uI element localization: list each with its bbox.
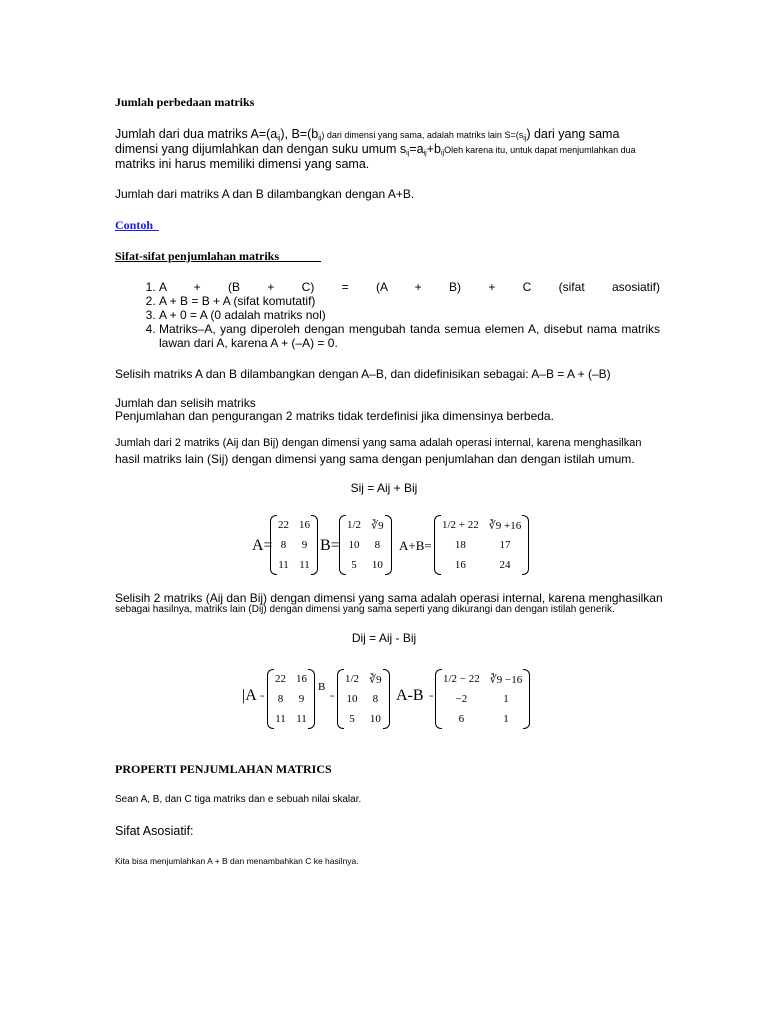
paragraph-notation: Jumlah dari matriks A dan B dilambangkan dengan A+B.	[115, 187, 415, 201]
paragraph-sum-diff-desc: Penjumlahan dan pengurangan 2 matriks tidak terdefinisi jika dimensinya berbeda.	[115, 409, 554, 423]
sifat-heading-text: Sifat-sifat penjumlahan matriks	[115, 249, 280, 263]
list-item: 2. A + B = B + A (sifat komutatif)	[159, 294, 660, 308]
matrix-cell: 6	[458, 713, 465, 725]
list-item: 4. Matriks–A, yang diperoleh dengan mengubah tanda semua elemen A, disebut nama matriks lawan dari A, karena A + (–A) = 0.	[159, 322, 660, 350]
matrix-label-a: A=	[252, 537, 273, 554]
matrix-sum-body	[437, 515, 526, 575]
matrix-row	[273, 535, 315, 555]
matrix-difference-body	[438, 669, 527, 729]
matrix-a-body	[273, 515, 315, 575]
matrix-cell: 16	[454, 559, 466, 571]
matrix-row	[273, 515, 315, 535]
matrix-cell: 1/2	[345, 673, 360, 685]
paragraph-associative-desc: Kita bisa menjumlahkan A + B dan menambahkan C ke hasilnya.	[115, 856, 359, 866]
matrix-cell: 10	[369, 713, 381, 725]
contoh-link[interactable]: Contoh	[115, 218, 154, 232]
matrix-cell: 9	[298, 693, 305, 705]
matrix-cell: 10	[371, 559, 383, 571]
matrix-row	[438, 669, 527, 689]
matrix-sum	[437, 515, 526, 575]
matrix-cell: 11	[299, 559, 310, 571]
matrix-cell: 5	[349, 713, 355, 725]
matrix-row	[270, 669, 312, 689]
section-heading-properti: PROPERTI PENJUMLAHAN MATRICS	[115, 762, 332, 776]
list-item: 3. A + 0 = A (0 adalah matriks nol)	[159, 308, 660, 322]
matrix-label-b: B=	[320, 537, 340, 554]
paragraph-sum-internal-1: Jumlah dari 2 matriks (Aij dan Bij) dengan dimensi yang sama adalah operasi internal, karena menghasilkan	[115, 437, 642, 449]
matrix-b	[342, 515, 389, 575]
matrix-cell: 11	[278, 559, 289, 571]
matrix-row	[340, 669, 387, 689]
matrix-cell: ∛9	[369, 673, 382, 686]
matrix-label-sum: A+B=	[399, 538, 432, 553]
formula-difference: Dij = Aij - Bij	[351, 631, 417, 645]
definition-line-2: dimensi yang dijumlahkan dan dengan suku umum $s_{ij}=a_{ij}+b_{ij}Oleh$ karena itu, untuk dapat menjumlahkan dua	[115, 142, 636, 157]
paragraph-definition-sum	[115, 127, 675, 171]
matrix-cell: 18	[454, 539, 466, 551]
formula-sum: Sij = Aij + Bij	[350, 481, 418, 495]
matrix-cell: ∛9 −16	[489, 673, 523, 686]
matrix-label-difference: A-B	[396, 687, 424, 704]
matrix-cell: 1	[503, 693, 509, 705]
matrix-cell: 24	[499, 559, 511, 571]
matrix-row	[340, 689, 387, 709]
matrix-row	[438, 689, 527, 709]
matrix-a-diff	[270, 669, 312, 729]
matrix-cell: 8	[280, 539, 287, 551]
matrix-cell: 10	[348, 539, 360, 551]
matrix-cell: 1/2 + 22	[442, 519, 479, 531]
equals-sign: =	[260, 692, 265, 701]
matrix-cell: 10	[346, 693, 358, 705]
matrix-cell: 1	[503, 713, 509, 725]
matrix-cell: 1/2	[347, 519, 362, 531]
matrix-row	[437, 515, 526, 535]
properties-list	[115, 280, 660, 350]
matrix-cell: 16	[299, 519, 310, 531]
matrix-cell: 11	[296, 713, 307, 725]
matrix-row	[342, 515, 389, 535]
matrix-a-diff-body	[270, 669, 312, 729]
matrix-cell: ∛9	[371, 519, 384, 532]
matrix-cell: ∛9 +16	[488, 519, 522, 532]
matrix-row	[342, 555, 389, 575]
contoh-link-container	[115, 218, 660, 233]
matrix-a	[273, 515, 315, 575]
matrix-cell: 5	[351, 559, 357, 571]
matrix-cell: 8	[374, 539, 381, 551]
section-heading-jumlah-perbedaan: Jumlah perbedaan matriks	[115, 95, 255, 109]
matrix-b-body	[342, 515, 389, 575]
equals-sign: =	[330, 692, 335, 701]
matrix-row	[437, 555, 526, 575]
matrix-row	[340, 709, 387, 729]
matrix-b-diff	[340, 669, 387, 729]
paragraph-sum-diff-title: Jumlah dan selisih matriks	[115, 396, 256, 410]
list-item: 1. A + (B + C) = (A + B) + C (sifat asosiatif)	[159, 280, 660, 294]
matrix-label-b-diff: B	[318, 681, 326, 693]
matrix-cell: 17	[499, 539, 511, 551]
definition-line-1: Jumlah dari dua matriks $A=(a_{ij})$, $B=(b_{ij})$ dari dimensi yang sama, adalah matriks lain $S=(s_{ij})$ dari yang sama	[115, 127, 620, 142]
matrix-difference	[438, 669, 527, 729]
matrix-cell: 8	[277, 693, 284, 705]
matrix-cell: 8	[372, 693, 379, 705]
matrix-row	[342, 535, 389, 555]
section-heading-sifat	[115, 249, 660, 264]
matrix-cell: 9	[301, 539, 308, 551]
matrix-b-diff-body	[340, 669, 387, 729]
paragraph-sum-internal-2: hasil matriks lain (Sij) dengan dimensi yang sama dengan penjumlahan dan dengan istilah umum.	[115, 452, 635, 466]
section-heading-asosiatif: Sifat Asosiatif:	[115, 824, 194, 838]
definition-line-3: matriks ini harus memiliki dimensi yang sama.	[115, 157, 370, 171]
matrix-label-a-diff: |A	[242, 687, 257, 704]
matrix-row	[438, 709, 527, 729]
matrix-row	[437, 535, 526, 555]
paragraph-diff-internal-1: Selisih 2 matriks (Aij dan Bij) dengan dimensi yang sama adalah operasi internal, karena menghasilkan	[115, 591, 663, 605]
matrix-cell: 22	[278, 519, 289, 531]
matrix-row	[270, 689, 312, 709]
matrix-cell: −2	[455, 693, 468, 705]
matrix-cell: 1/2 − 22	[443, 673, 480, 685]
matrix-cell: 22	[275, 673, 286, 685]
equals-sign: =	[429, 692, 434, 701]
matrix-cell: 11	[275, 713, 286, 725]
matrix-row	[270, 709, 312, 729]
matrix-row	[273, 555, 315, 575]
paragraph-scalar: Sean A, B, dan C tiga matriks dan e sebuah nilai skalar.	[115, 794, 362, 805]
paragraph-difference-def: Selisih matriks A dan B dilambangkan dengan A–B, dan didefinisikan sebagai: A–B = A + (–B)	[115, 367, 611, 381]
matrix-cell: 16	[296, 673, 307, 685]
paragraph-diff-internal-2: sebagai hasilnya, matriks lain (Dij) dengan dimensi yang sama seperti yang dikurangi dan dengan istilah generik.	[115, 604, 615, 615]
